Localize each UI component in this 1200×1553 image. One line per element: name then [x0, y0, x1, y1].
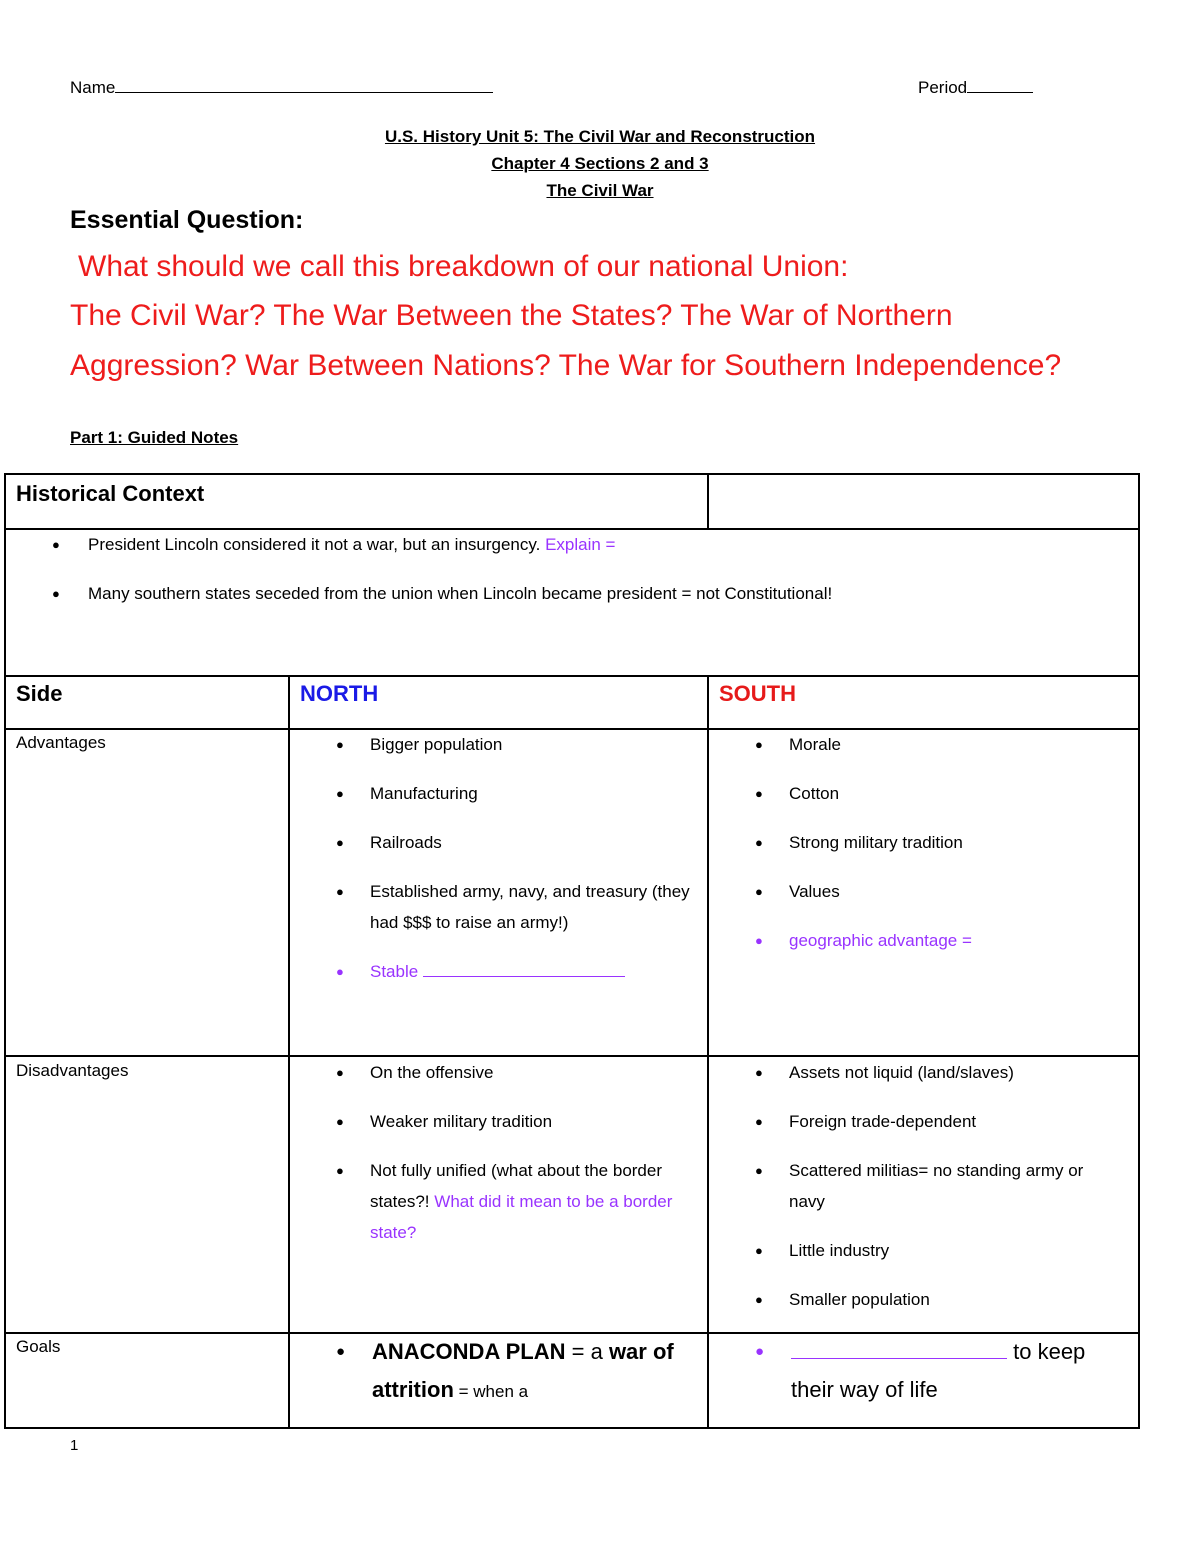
essential-question-line-3: Aggression? War Between Nations? The War for Southern Independence? [70, 349, 1062, 382]
stable-text: Stable [370, 962, 419, 981]
part1-heading: Part 1: Guided Notes [70, 428, 239, 447]
list-item [290, 956, 706, 987]
list-item: ● Railroads [290, 827, 706, 858]
south-advantages [709, 729, 1139, 974]
list-item: ● Values [709, 876, 1139, 907]
context-text: President Lincoln considered it not a war, but an insurgency. [88, 535, 541, 554]
goals-label: Goals [16, 1337, 61, 1356]
goal-blank [791, 1336, 1007, 1359]
name-blank [115, 74, 493, 93]
period-field [918, 74, 1033, 98]
disadvantages-label: Disadvantages [16, 1061, 129, 1080]
page-number: 1 [70, 1437, 79, 1454]
north-advantages [290, 729, 706, 1005]
list-item: ● Weaker military tradition [290, 1106, 706, 1137]
north-disadvantages [290, 1057, 706, 1266]
unit-title: U.S. History Unit 5: The Civil War and Reconstruction [384, 127, 816, 146]
name-field [70, 74, 493, 98]
south-goal-text: to keep their way of life [791, 1339, 1086, 1402]
advantages-label: Advantages [16, 733, 106, 752]
context-text: Many southern states seceded from the union when Lincoln became president = not Constitutional! [88, 584, 833, 603]
list-item: ● Smaller population [709, 1284, 1139, 1315]
period-blank [967, 74, 1033, 93]
row-divider [6, 675, 1138, 677]
list-item: ● Foreign trade-dependent [709, 1106, 1139, 1137]
historical-context-heading: Historical Context [16, 481, 205, 506]
name-label: Name [70, 78, 116, 97]
essential-question-line-1: What should we call this breakdown of our national Union: [78, 250, 849, 283]
period-label: Period [918, 78, 968, 97]
list-item [6, 529, 1136, 560]
goal-connector: = a [565, 1339, 609, 1364]
list-item [290, 1333, 706, 1411]
list-item: ● Scattered militias= no standing army or navy [709, 1155, 1139, 1217]
list-item [709, 1333, 1139, 1409]
list-item: ● Assets not liquid (land/slaves) [709, 1057, 1139, 1088]
list-item: ● Manufacturing [290, 778, 706, 809]
border-state-prompt: What did it mean to be a border state? [370, 1192, 673, 1242]
war-of-attrition-text: war of attrition [372, 1339, 674, 1402]
north-goals [290, 1333, 706, 1411]
context-notes [6, 529, 1136, 609]
list-item: ● Strong military tradition [709, 827, 1139, 858]
anaconda-plan-text: ANACONDA PLAN [372, 1339, 566, 1364]
essential-question-label: Essential Question: [70, 206, 304, 234]
list-item: ● Morale [709, 729, 1139, 760]
list-item [6, 578, 1136, 609]
notes-table [4, 473, 1140, 1429]
column-divider [707, 475, 709, 528]
list-item: ● Little industry [709, 1235, 1139, 1266]
essential-question-line-2: The Civil War? The War Between the States? The War of Northern [70, 299, 953, 332]
explain-prompt: Explain = [545, 535, 616, 554]
chapter-title: Chapter 4 Sections 2 and 3 [491, 154, 709, 173]
list-item [290, 1155, 706, 1248]
south-goals [709, 1333, 1139, 1409]
stable-blank [423, 960, 625, 977]
side-heading: Side [16, 681, 63, 706]
list-item: ● Cotton [709, 778, 1139, 809]
north-heading: NORTH [300, 681, 379, 706]
goal-trailing-text: = when a [453, 1382, 529, 1401]
list-item: ● Bigger population [290, 729, 706, 760]
south-disadvantages [709, 1057, 1139, 1333]
section-title: The Civil War [546, 181, 654, 200]
list-item: ● Established army, navy, and treasury (they had $$$ to raise an army!) [290, 876, 706, 938]
unified-text: Not fully unified (what about the border states?! [370, 1161, 663, 1211]
list-item: ● geographic advantage = [709, 925, 1139, 956]
list-item: ● On the offensive [290, 1057, 706, 1088]
south-heading: SOUTH [719, 681, 796, 706]
